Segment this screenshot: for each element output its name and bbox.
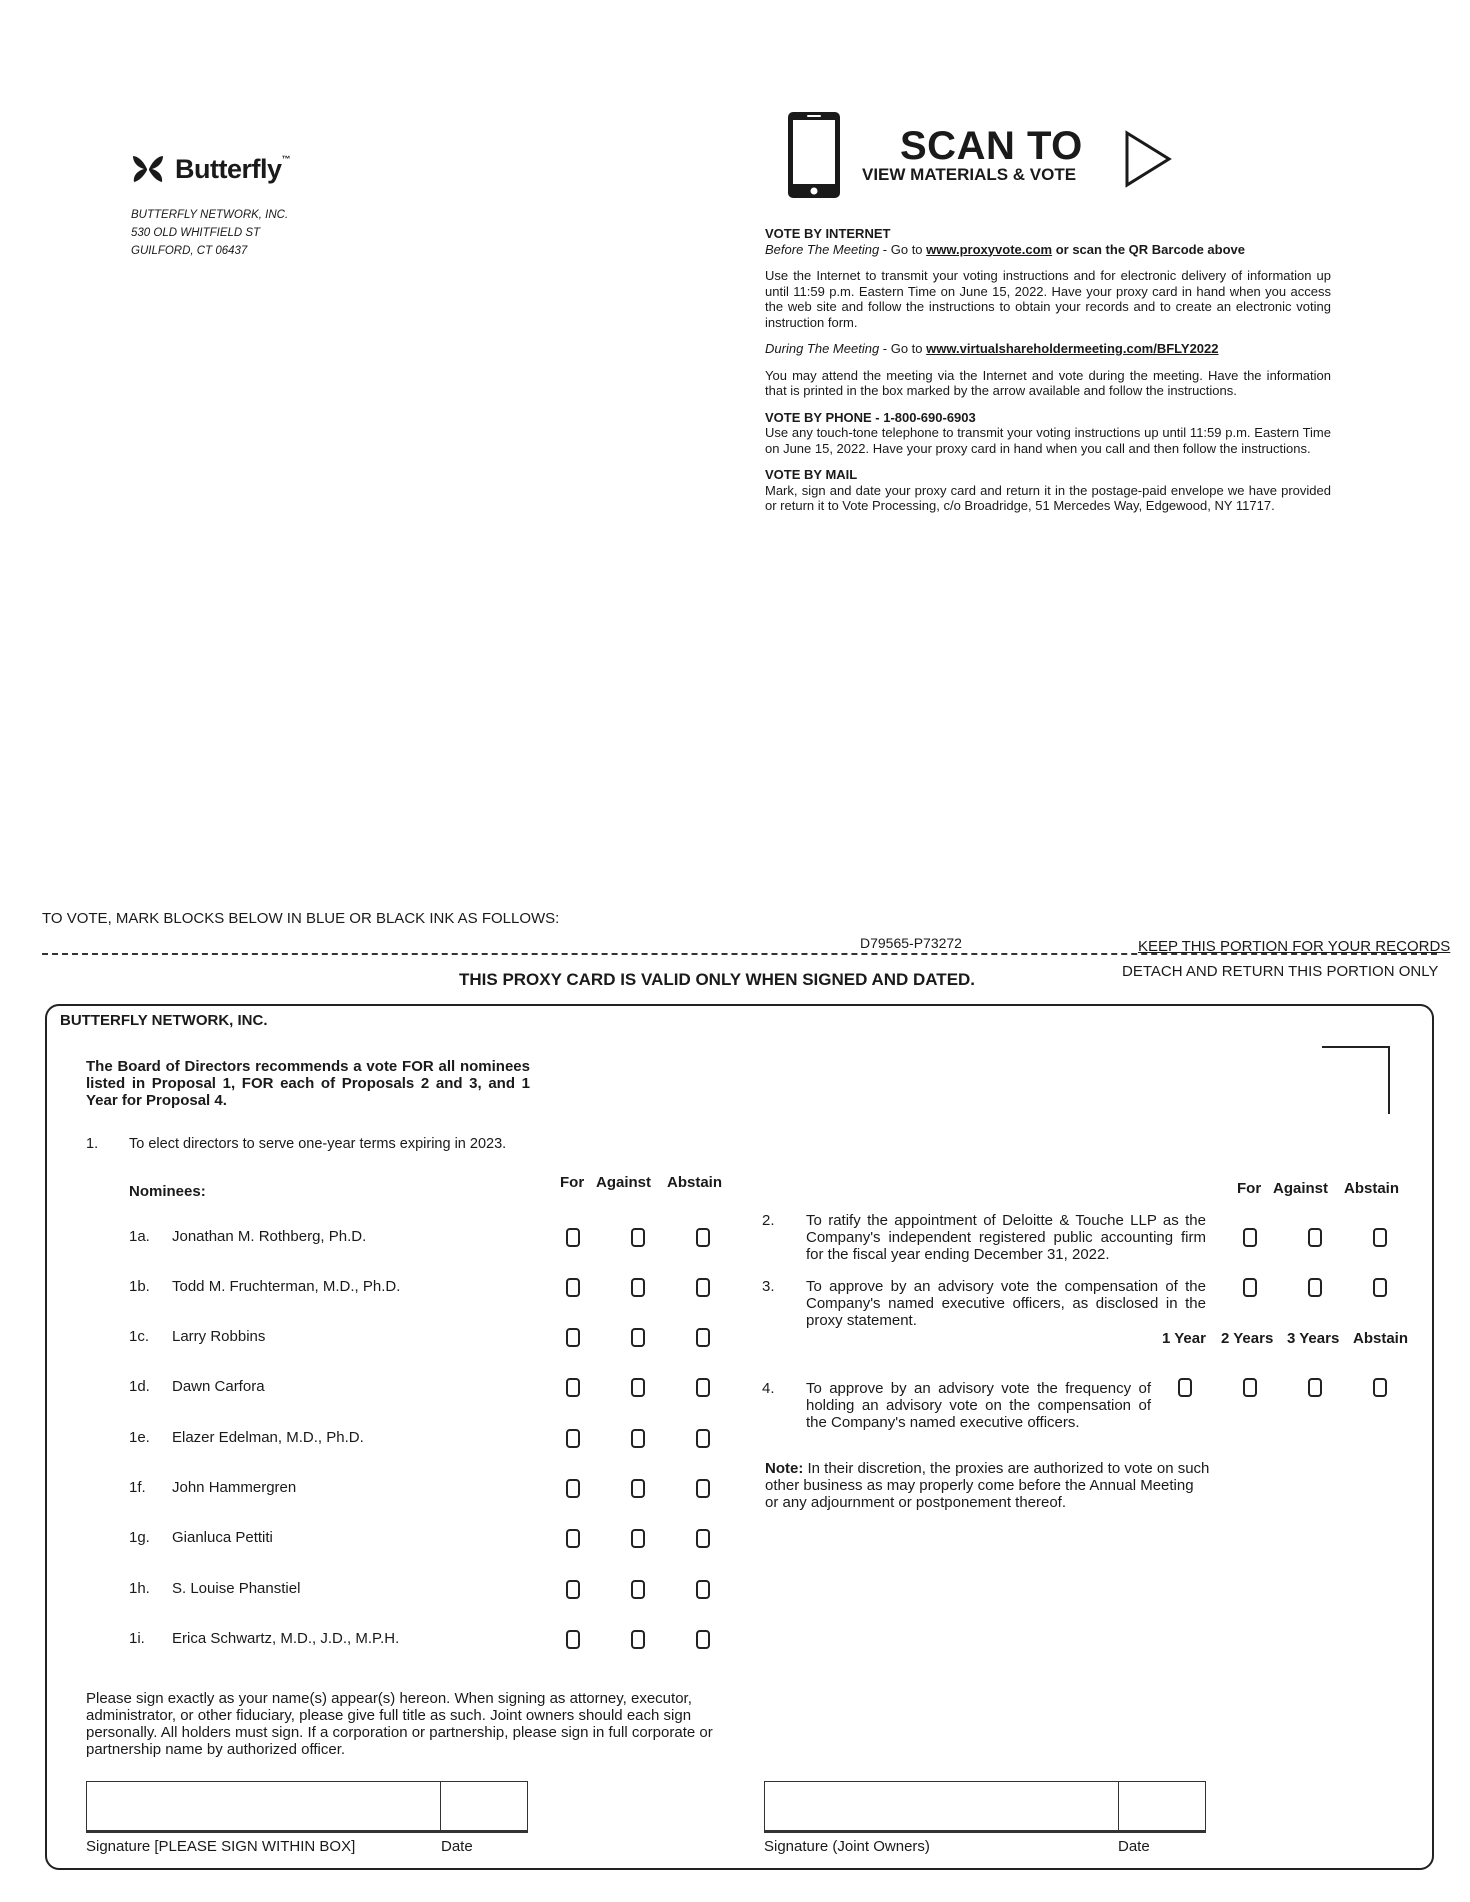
nominee-code: 1h. [129, 1580, 150, 1597]
signing-instructions: Please sign exactly as your name(s) appear(s) hereon. When signing as attorney, executor, administrator, or other fiduciary, please give full title as such. Joint owners should each sign personally. All holders must sign. If a corporation or partnership, please sign in full corporate or partnership name by authorized officer. [86, 1690, 713, 1758]
signature-label: Signature [PLEASE SIGN WITHIN BOX] [86, 1838, 356, 1855]
checkbox-for[interactable] [566, 1529, 580, 1548]
checkbox-for[interactable] [566, 1378, 580, 1397]
checkbox-abstain[interactable] [696, 1479, 710, 1498]
nominee-code: 1b. [129, 1278, 150, 1295]
checkbox-against[interactable] [631, 1479, 645, 1498]
checkbox-abstain[interactable] [696, 1429, 710, 1448]
card-company-name: BUTTERFLY NETWORK, INC. [60, 1012, 268, 1029]
col-for: For [560, 1174, 585, 1191]
nominee-code: 1e. [129, 1429, 150, 1446]
proposal-4-text: To approve by an advisory vote the frequency of holding an advisory vote on the compensation of the Company's named executive officers. [806, 1380, 1151, 1431]
joint-signature-box[interactable] [764, 1781, 1206, 1833]
checkbox-abstain[interactable] [696, 1228, 710, 1247]
mark-instruction: TO VOTE, MARK BLOCKS BELOW IN BLUE OR BLACK INK AS FOLLOWS: [42, 910, 560, 927]
nominees-heading: Nominees: [129, 1183, 206, 1200]
checkbox-against[interactable] [1308, 1278, 1322, 1297]
checkbox-for[interactable] [566, 1228, 580, 1247]
nominee-name: Todd M. Fruchterman, M.D., Ph.D. [172, 1278, 401, 1295]
phone-heading: VOTE BY PHONE - 1-800-690-6903 [765, 409, 976, 425]
nominee-code: 1f. [129, 1479, 146, 1496]
checkbox-against[interactable] [631, 1429, 645, 1448]
checkbox-against[interactable] [631, 1278, 645, 1297]
col-abstain-freq: Abstain [1353, 1330, 1409, 1347]
butterfly-logo-icon [131, 152, 165, 186]
checkbox-against[interactable] [631, 1630, 645, 1649]
discretion-note: Note: In their discretion, the proxies are authorized to vote on such other business as may properly come before the Annual Meeting or any adjournment or postponement thereof. [765, 1460, 1210, 1511]
proposal-1-number: 1. [86, 1136, 99, 1152]
proposal-2-number: 2. [762, 1212, 775, 1229]
proxyvote-link[interactable]: www.proxyvote.com [926, 241, 1053, 257]
checkbox-abstain[interactable] [1373, 1228, 1387, 1247]
nominee-name: Dawn Carfora [172, 1378, 265, 1395]
checkbox-for[interactable] [566, 1479, 580, 1498]
nominee-name: Gianluca Pettiti [172, 1529, 273, 1546]
checkbox-against[interactable] [631, 1328, 645, 1347]
detach-label: DETACH AND RETURN THIS PORTION ONLY [1122, 963, 1439, 980]
checkbox-2-years[interactable] [1243, 1378, 1257, 1397]
nominee-name: Jonathan M. Rothberg, Ph.D. [172, 1228, 367, 1245]
checkbox-for[interactable] [1243, 1228, 1257, 1247]
address-line: GUILFORD, CT 06437 [131, 245, 248, 257]
checkbox-against[interactable] [631, 1378, 645, 1397]
col-for-right: For [1237, 1180, 1262, 1197]
scan-title: SCAN TO [900, 124, 1083, 168]
nominee-name: Elazer Edelman, M.D., Ph.D. [172, 1429, 364, 1446]
col-against-right: Against [1273, 1180, 1329, 1197]
address-line: 530 OLD WHITFIELD ST [131, 227, 261, 239]
checkbox-against[interactable] [631, 1529, 645, 1548]
checkbox-for[interactable] [566, 1278, 580, 1297]
date-label: Date [441, 1838, 473, 1855]
nominee-name: S. Louise Phanstiel [172, 1580, 301, 1597]
proposal-1-text: To elect directors to serve one-year terms expiring in 2023. [129, 1136, 507, 1152]
address-line: BUTTERFLY NETWORK, INC. [131, 209, 289, 221]
during-text: You may attend the meeting via the Internet and vote during the meeting. Have the information that is printed in the box marked by the arrow available and follow the instructions. [765, 367, 1331, 398]
col-1-year: 1 Year [1162, 1330, 1206, 1347]
before-meeting-line: Before The Meeting - Go to www.proxyvote.com or scan the QR Barcode above [765, 241, 1245, 257]
signature-box[interactable] [86, 1781, 528, 1833]
nominee-code: 1g. [129, 1529, 150, 1546]
checkbox-for[interactable] [566, 1429, 580, 1448]
proposal-3-text: To approve by an advisory vote the compensation of the Company's named executive officers, as disclosed in the proxy statement. [806, 1278, 1206, 1329]
nominee-code: 1c. [129, 1328, 150, 1345]
company-logo [131, 152, 290, 186]
col-against: Against [596, 1174, 652, 1191]
checkbox-abstain[interactable] [1373, 1278, 1387, 1297]
detach-line [42, 953, 1437, 955]
checkbox-for[interactable] [566, 1630, 580, 1649]
checkbox-against[interactable] [1308, 1228, 1322, 1247]
nominee-code: 1a. [129, 1228, 150, 1245]
nominee-name: John Hammergren [172, 1479, 297, 1496]
checkbox-for[interactable] [1243, 1278, 1257, 1297]
nominee-code: 1i. [129, 1630, 145, 1647]
checkbox-abstain[interactable] [696, 1278, 710, 1297]
checkbox-1-year[interactable] [1178, 1378, 1192, 1397]
virtual-meeting-link[interactable]: www.virtualshareholdermeeting.com/BFLY2022 [926, 341, 1219, 356]
proposal-4-number: 4. [762, 1380, 775, 1397]
joint-date-label: Date [1118, 1838, 1150, 1855]
mail-heading: VOTE BY MAIL [765, 467, 858, 482]
checkbox-abstain[interactable] [696, 1630, 710, 1649]
checkbox-abstain[interactable] [696, 1378, 710, 1397]
during-meeting-line: During The Meeting - Go to www.virtualshareholdermeeting.com/BFLY2022 [765, 341, 1219, 356]
checkbox-for[interactable] [566, 1328, 580, 1347]
nominee-code: 1d. [129, 1378, 150, 1395]
col-2-years: 2 Years [1221, 1330, 1274, 1347]
col-abstain: Abstain [667, 1174, 723, 1191]
checkbox-against[interactable] [631, 1580, 645, 1599]
checkbox-abstain[interactable] [696, 1529, 710, 1548]
col-abstain-right: Abstain [1344, 1180, 1400, 1197]
checkbox-abstain[interactable] [696, 1580, 710, 1599]
joint-signature-label: Signature (Joint Owners) [764, 1838, 930, 1855]
proposal-2-text: To ratify the appointment of Deloitte & Touche LLP as the Company's independent registered public accounting firm for the fiscal year ending December 31, 2022. [806, 1212, 1206, 1263]
keep-label: KEEP THIS PORTION FOR YOUR RECORDS [1138, 938, 1451, 955]
nominee-name: Erica Schwartz, M.D., J.D., M.P.H. [172, 1630, 400, 1647]
return-address [131, 206, 288, 260]
col-3-years: 3 Years [1287, 1330, 1340, 1347]
board-recommendation: The Board of Directors recommends a vote FOR all nominees listed in Proposal 1, FOR each of Proposals 2 and 3, and 1 Year for Proposal 4. [86, 1058, 530, 1109]
valid-notice: THIS PROXY CARD IS VALID ONLY WHEN SIGNED AND DATED. [459, 970, 976, 989]
smartphone-icon [786, 110, 842, 200]
mail-text: Mark, sign and date your proxy card and return it in the postage-paid envelope we have provided or return it to Vote Processing, c/o Broadridge, 51 Mercedes Way, Edgewood, NY 11717. [765, 482, 1331, 513]
voting-instructions [765, 226, 1331, 525]
corner-mark [1322, 1046, 1390, 1114]
logo-wordmark: Butterfly™ [175, 153, 291, 184]
checkbox-for[interactable] [566, 1580, 580, 1599]
internet-heading: VOTE BY INTERNET [765, 226, 891, 241]
proposal-3-number: 3. [762, 1278, 775, 1295]
scan-subtitle: VIEW MATERIALS & VOTE [862, 165, 1077, 184]
checkbox-against[interactable] [631, 1228, 645, 1247]
phone-text: Use any touch-tone telephone to transmit your voting instructions up until 11:59 p.m. Eastern Time on June 15, 2022. Have your proxy card in hand when you call and then follow the instructions. [765, 425, 1331, 456]
nominee-name: Larry Robbins [172, 1328, 266, 1345]
checkbox-abstain[interactable] [1373, 1378, 1387, 1397]
checkbox-3-years[interactable] [1308, 1378, 1322, 1397]
internet-text: Use the Internet to transmit your voting instructions and for electronic delivery of information up until 11:59 p.m. Eastern Time on June 15, 2022. Have your proxy card in hand when you access the web site and follow the instructions to obtain your records and to create an electronic voting instruction form. [765, 268, 1331, 330]
checkbox-abstain[interactable] [696, 1328, 710, 1347]
control-code: D79565-P73272 [860, 935, 962, 951]
play-arrow-icon [1124, 130, 1172, 188]
